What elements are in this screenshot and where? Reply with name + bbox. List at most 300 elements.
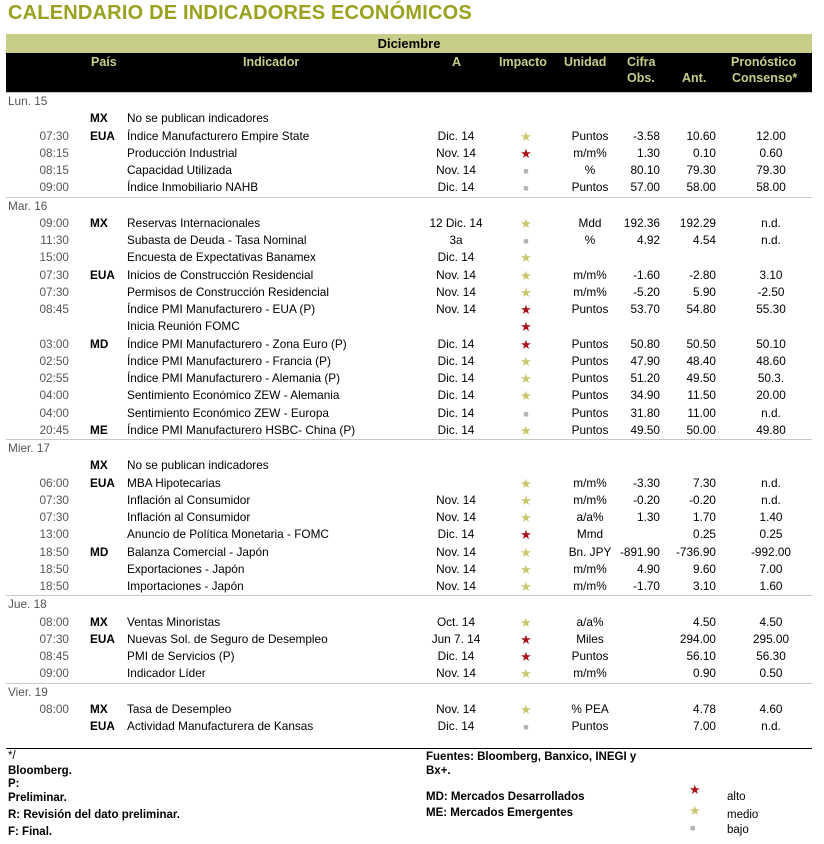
time-cell: 07:30 [39, 267, 69, 282]
period-cell: Dic. 14 [437, 353, 475, 368]
period-cell: Dic. 14 [437, 336, 475, 351]
previous-cell: 192.29 [679, 215, 716, 230]
table-row [6, 249, 812, 266]
consensus-cell: 48.60 [756, 353, 786, 368]
period-cell: Nov. 14 [436, 561, 476, 576]
unit-cell: Puntos [571, 128, 609, 143]
period-cell: Dic. 14 [437, 180, 475, 195]
period-cell: Nov. 14 [436, 284, 476, 299]
legend-bajo-label: bajo [727, 824, 749, 836]
day-label: Mar. 16 [8, 198, 48, 213]
consensus-cell: 58.00 [756, 180, 786, 195]
indicator-cell: Tasa de Desempleo [127, 701, 232, 716]
period-cell: Nov. 14 [436, 163, 476, 177]
previous-cell: 0.25 [693, 527, 716, 542]
impact-medio-star-icon: ★ [520, 701, 532, 717]
period-cell: Nov. 14 [436, 302, 476, 316]
col-indicador: Indicador [243, 55, 300, 69]
country-cell: MX [90, 458, 108, 473]
previous-cell: 50.00 [686, 422, 716, 437]
indicator-cell: Índice Inmobiliario NAHB [127, 180, 259, 195]
impact-medio-star-icon: ★ [520, 128, 532, 144]
table-row [6, 544, 812, 561]
indicator-cell: Índice PMI Manufacturero HSBC- China (P) [127, 422, 356, 437]
previous-cell: 4.50 [693, 614, 716, 629]
period-cell: Nov. 14 [436, 510, 476, 524]
indicator-cell: Índice PMI Manufacturero - Francia (P) [127, 353, 331, 368]
period-cell: Nov. 14 [436, 666, 476, 681]
country-cell: MD [90, 336, 109, 351]
previous-cell: 0.10 [693, 145, 716, 160]
impact-medio-star-icon: ★ [520, 284, 532, 300]
table-header [6, 34, 812, 92]
unit-cell: m/m% [573, 666, 607, 681]
time-cell: 07:30 [39, 128, 69, 143]
observed-cell: 31.80 [630, 405, 660, 420]
impact-bajo-square-icon: ■ [523, 408, 529, 419]
unit-cell: m/m% [573, 579, 607, 593]
previous-cell: 5.90 [693, 284, 716, 299]
consensus-cell: 20.00 [756, 388, 786, 403]
unit-cell: Miles [576, 631, 604, 646]
previous-cell: 79.30 [686, 163, 716, 177]
impact-medio-star-icon: ★ [520, 250, 532, 266]
period-cell: Nov. 14 [436, 267, 476, 282]
indicator-cell: Sentimiento Económico ZEW - Alemania [127, 388, 340, 403]
indicator-cell: Índice PMI Manufacturero - EUA (P) [127, 302, 316, 316]
country-cell: MX [90, 111, 108, 126]
time-cell: 08:45 [39, 649, 69, 663]
table-row [6, 405, 812, 422]
unit-cell: Mdd [578, 215, 602, 230]
page-title: CALENDARIO DE INDICADORES ECONÓMICOS [8, 2, 472, 24]
table-row [6, 701, 812, 718]
country-cell: MX [90, 614, 108, 629]
table-row [6, 336, 812, 353]
table-row [6, 614, 812, 631]
observed-cell: 1.30 [637, 510, 660, 524]
period-cell: Dic. 14 [437, 250, 475, 265]
unit-cell: m/m% [573, 284, 607, 299]
indicator-cell: Índice PMI Manufacturero - Alemania (P) [127, 371, 341, 385]
indicator-cell: Importaciones - Japón [127, 579, 244, 593]
table-row [6, 301, 812, 318]
consensus-cell: n.d. [761, 215, 781, 230]
table-row [6, 509, 812, 526]
indicator-cell: Indicador Líder [127, 666, 206, 681]
calendar-table [6, 92, 812, 735]
previous-cell: 9.60 [693, 561, 716, 576]
previous-cell: 48.40 [686, 353, 716, 368]
consensus-cell: 50.3. [757, 371, 785, 385]
period-cell: Nov. 14 [436, 145, 476, 160]
unit-cell: m/m% [573, 145, 607, 160]
table-row [6, 162, 812, 179]
legend-bajo-square-icon: ■ [690, 823, 696, 833]
previous-cell: 11.00 [687, 405, 716, 420]
country-cell: EUA [90, 475, 115, 490]
unit-cell: Puntos [571, 649, 609, 663]
period-cell: Nov. 14 [436, 492, 476, 507]
consensus-cell: 12.00 [756, 128, 786, 143]
indicator-cell: Reservas Internacionales [127, 215, 261, 230]
indicator-cell: PMI de Servicios (P) [127, 649, 235, 663]
consensus-cell: 1.40 [759, 510, 783, 524]
previous-cell: -2.80 [689, 267, 716, 282]
unit-cell: m/m% [573, 492, 607, 507]
table-row [6, 267, 812, 284]
consensus-cell: 4.50 [759, 614, 783, 629]
footnote-line: R: Revisión del dato preliminar. [8, 809, 180, 821]
previous-cell: 0.90 [693, 666, 716, 681]
previous-cell: 54.80 [686, 302, 716, 316]
previous-cell: -0.20 [689, 492, 716, 507]
impact-alto-star-icon: ★ [520, 631, 532, 647]
day-header-row [6, 595, 812, 613]
period-cell: Dic. 14 [437, 649, 475, 663]
time-cell: 02:50 [39, 353, 69, 368]
previous-cell: 4.78 [693, 701, 716, 716]
unit-cell: Puntos [571, 336, 609, 351]
col-impacto: Impacto [499, 55, 547, 69]
time-cell: 11:30 [40, 233, 69, 247]
footnote-line: Preliminar. [8, 792, 67, 804]
indicator-cell: Ventas Minoristas [127, 614, 221, 629]
table-row [6, 318, 812, 335]
impact-bajo-square-icon: ■ [523, 236, 529, 246]
period-cell: Dic. 14 [437, 371, 475, 385]
day-label: Mier. 17 [8, 441, 50, 455]
time-cell: 20:45 [39, 422, 69, 437]
previous-cell: 7.30 [693, 475, 716, 490]
table-row [6, 422, 812, 439]
time-cell: 03:00 [39, 336, 69, 351]
period-cell: Nov. 14 [436, 701, 476, 716]
unit-cell: m/m% [573, 267, 607, 282]
unit-cell: Puntos [571, 388, 609, 403]
unit-cell: % [584, 233, 596, 247]
time-cell: 04:00 [39, 388, 69, 403]
period-cell: Dic. 14 [437, 422, 475, 437]
legend-medio-label: medio [727, 809, 759, 821]
day-label: Vier. 19 [8, 684, 48, 699]
col-pronostico: Pronóstico [731, 55, 797, 69]
indicator-cell: Balanza Comercial - Japón [127, 544, 269, 559]
table-row [6, 128, 812, 145]
table-row [6, 145, 812, 162]
observed-cell: -5.20 [633, 284, 660, 299]
legend-alto-label: alto [727, 791, 746, 803]
unit-cell: % [584, 163, 596, 177]
unit-cell: m/m% [573, 561, 607, 576]
period-cell: Nov. 14 [436, 544, 476, 559]
period-cell: Dic. 14 [437, 388, 475, 403]
unit-cell: Puntos [571, 371, 609, 385]
indicator-cell: Exportaciones - Japón [127, 561, 245, 576]
col-a: A [452, 55, 462, 69]
time-cell: 15:00 [39, 250, 69, 265]
previous-cell: 7.00 [693, 719, 716, 733]
time-cell: 04:00 [39, 405, 69, 420]
observed-cell: -1.70 [633, 579, 660, 593]
time-cell: 07:30 [39, 284, 69, 299]
consensus-cell: n.d. [761, 475, 781, 490]
time-cell: 02:55 [39, 371, 69, 385]
unit-cell: Mmd [576, 527, 604, 542]
unit-cell: Puntos [571, 353, 609, 368]
observed-cell: 80.10 [630, 163, 660, 177]
observed-cell: -3.30 [633, 475, 660, 490]
previous-cell: -736.90 [675, 544, 716, 559]
time-cell: 18:50 [39, 544, 69, 559]
observed-cell: 4.92 [637, 233, 660, 247]
md-legend-text: MD: Mercados Desarrollados [426, 791, 585, 803]
period-cell: Dic. 14 [437, 128, 475, 143]
unit-cell: Puntos [571, 719, 609, 733]
consensus-cell: 0.60 [759, 145, 783, 160]
observed-cell: 51.20 [630, 371, 660, 385]
unit-cell: Bn. JPY [568, 544, 612, 559]
impact-medio-star-icon: ★ [520, 422, 532, 438]
footnote-line: */ [8, 750, 16, 762]
sources-text: Bx+. [426, 765, 451, 777]
consensus-cell: 0.50 [759, 666, 783, 681]
table-row [6, 179, 812, 196]
consensus-cell: n.d. [761, 719, 781, 733]
table-row [6, 387, 812, 404]
indicator-cell: Permisos de Construcción Residencial [127, 284, 329, 299]
consensus-cell: 295.00 [752, 631, 790, 646]
indicator-cell: Anuncio de Política Monetaria - FOMC [127, 527, 329, 542]
consensus-cell: 79.30 [756, 163, 786, 177]
table-row [6, 665, 812, 682]
impact-bajo-square-icon: ■ [523, 722, 529, 732]
me-legend-text: ME: Mercados Emergentes [426, 807, 573, 819]
table-row [6, 284, 812, 301]
previous-cell: 1.70 [693, 510, 716, 524]
table-row [6, 353, 812, 370]
indicator-cell: Nuevas Sol. de Seguro de Desempleo [127, 631, 328, 646]
consensus-cell: n.d. [761, 492, 781, 507]
period-cell: Oct. 14 [436, 614, 476, 629]
impact-medio-star-icon: ★ [520, 371, 532, 386]
previous-cell: 3.10 [693, 579, 716, 593]
time-cell: 08:00 [39, 701, 69, 716]
indicator-cell: MBA Hipotecarias [127, 475, 221, 490]
consensus-cell: 3.10 [759, 267, 783, 282]
observed-cell: 1.30 [637, 145, 660, 160]
table-row [6, 232, 812, 249]
indicator-cell: Inicia Reunión FOMC [127, 319, 240, 334]
day-header-row [6, 197, 812, 215]
time-cell: 07:30 [39, 492, 69, 507]
impact-alto-star-icon: ★ [520, 145, 532, 161]
impact-medio-star-icon: ★ [520, 353, 532, 369]
period-cell: Dic. 14 [437, 719, 475, 733]
time-cell: 18:50 [39, 561, 69, 576]
table-row [6, 215, 812, 232]
time-cell: 07:30 [39, 510, 69, 524]
period-cell: 12 Dic. 14 [429, 215, 483, 230]
unit-cell: a/a% [576, 614, 604, 629]
time-cell: 09:00 [39, 180, 69, 195]
consensus-cell: 1.60 [759, 579, 783, 593]
sources-text: Fuentes: Bloomberg, Banxico, INEGI y [426, 751, 637, 763]
observed-cell: 47.90 [630, 353, 660, 368]
country-cell: EUA [90, 719, 115, 733]
previous-cell: 294.00 [679, 631, 716, 646]
footnote-line: P: [8, 778, 20, 790]
table-row [6, 631, 812, 648]
period-cell: 3a [449, 233, 463, 247]
table-row [6, 110, 812, 127]
impact-medio-star-icon: ★ [520, 614, 532, 630]
consensus-cell: -2.50 [757, 284, 785, 299]
table-row [6, 648, 812, 665]
previous-cell: 4.54 [693, 233, 716, 247]
time-cell: 08:00 [39, 614, 69, 629]
table-row [6, 578, 812, 595]
observed-cell: -3.58 [633, 128, 660, 143]
observed-cell: -891.90 [619, 544, 660, 559]
col-ant: Ant. [682, 71, 707, 85]
time-cell: 18:50 [39, 579, 69, 593]
indicator-cell: No se publican indicadores [127, 458, 269, 473]
country-cell: MX [90, 701, 108, 716]
impact-medio-star-icon: ★ [520, 215, 532, 231]
indicator-cell: Encuesta de Expectativas Banamex [127, 250, 316, 265]
country-cell: MD [90, 544, 109, 559]
unit-cell: Puntos [571, 302, 609, 316]
time-cell: 07:30 [39, 631, 69, 646]
indicator-cell: Inflación al Consumidor [127, 510, 251, 524]
unit-cell: a/a% [576, 510, 604, 524]
previous-cell: 10.60 [686, 128, 716, 143]
day-header-row [6, 92, 812, 110]
time-cell: 09:00 [39, 666, 69, 681]
indicator-cell: Subasta de Deuda - Tasa Nominal [127, 233, 307, 247]
time-cell: 08:15 [39, 145, 69, 160]
previous-cell: 49.50 [686, 371, 716, 385]
impact-bajo-square-icon: ■ [523, 166, 529, 176]
observed-cell: 57.00 [630, 180, 660, 195]
country-cell: EUA [90, 631, 115, 646]
impact-medio-star-icon: ★ [520, 666, 532, 682]
col-cifra: Cifra [627, 55, 656, 69]
footnote-line: Bloomberg. [8, 765, 72, 777]
previous-cell: 58.00 [686, 180, 716, 195]
observed-cell: 49.50 [630, 422, 660, 437]
impact-alto-star-icon: ★ [520, 336, 532, 352]
indicator-cell: Índice PMI Manufacturero - Zona Euro (P) [127, 336, 347, 351]
indicator-cell: Capacidad Utilizada [127, 163, 232, 177]
consensus-cell: 55.30 [756, 302, 786, 316]
table-row [6, 718, 812, 735]
impact-alto-star-icon: ★ [520, 527, 532, 543]
footnote-line: F: Final. [8, 826, 53, 838]
observed-cell: 4.90 [637, 561, 660, 576]
unit-cell: Puntos [571, 180, 609, 195]
table-row [6, 475, 812, 492]
impact-medio-star-icon: ★ [520, 510, 532, 525]
impact-medio-star-icon: ★ [520, 561, 532, 577]
column-headers [6, 53, 812, 92]
observed-cell: 50.80 [630, 336, 660, 351]
country-cell: ME [90, 422, 108, 437]
consensus-cell: n.d. [761, 405, 781, 420]
indicator-cell: Actividad Manufacturera de Kansas [127, 719, 314, 733]
impact-alto-star-icon: ★ [520, 649, 532, 664]
period-cell: Nov. 14 [436, 579, 476, 593]
time-cell: 09:00 [39, 215, 69, 230]
time-cell: 08:15 [39, 163, 69, 177]
consensus-cell: 4.60 [759, 701, 783, 716]
legend-alto-star-icon: ★ [689, 782, 701, 797]
table-row [6, 561, 812, 578]
observed-cell: 192.36 [623, 215, 660, 230]
impact-medio-star-icon: ★ [520, 579, 532, 594]
unit-cell: % PEA [571, 701, 609, 716]
impact-medio-star-icon: ★ [520, 267, 532, 283]
period-cell: Jun 7. 14 [431, 631, 481, 646]
unit-cell: Puntos [571, 422, 609, 437]
consensus-cell: n.d. [761, 233, 781, 247]
indicator-cell: Producción Industrial [127, 145, 238, 160]
time-cell: 06:00 [39, 475, 69, 490]
footer-divider [6, 748, 812, 749]
indicator-cell: No se publican indicadores [127, 111, 269, 126]
consensus-cell: -992.00 [750, 544, 791, 559]
previous-cell: 50.50 [686, 336, 716, 351]
col-consenso: Consenso* [732, 71, 798, 85]
indicator-cell: Inflación al Consumidor [127, 492, 251, 507]
day-label: Lun. 15 [8, 94, 48, 108]
impact-medio-star-icon: ★ [520, 544, 532, 560]
col-pais: País [91, 55, 117, 69]
period-cell: Dic. 14 [437, 527, 475, 542]
table-row [6, 492, 812, 509]
table-row [6, 526, 812, 543]
observed-cell: 34.90 [630, 388, 660, 403]
impact-alto-star-icon: ★ [520, 319, 532, 335]
col-obs: Obs. [627, 71, 655, 85]
unit-cell: m/m% [573, 475, 607, 490]
indicator-cell: Inicios de Construcción Residencial [127, 267, 314, 282]
table-row [6, 370, 812, 387]
day-header-row [6, 439, 812, 457]
previous-cell: 56.10 [686, 649, 716, 663]
time-cell: 13:00 [39, 527, 69, 542]
impact-alto-star-icon: ★ [520, 302, 532, 317]
consensus-cell: 56.30 [756, 649, 786, 663]
previous-cell: 11.50 [687, 388, 716, 403]
unit-cell: Puntos [571, 405, 609, 420]
consensus-cell: 7.00 [759, 561, 783, 576]
consensus-cell: 0.25 [759, 527, 783, 542]
impact-bajo-square-icon: ■ [523, 183, 529, 194]
country-cell: EUA [90, 267, 115, 282]
country-cell: MX [90, 215, 108, 230]
indicator-cell: Sentimiento Económico ZEW - Europa [127, 405, 329, 420]
month-label: Diciembre [6, 34, 812, 53]
observed-cell: 53.70 [630, 302, 660, 316]
impact-medio-star-icon: ★ [520, 388, 532, 404]
country-cell: EUA [90, 128, 115, 143]
impact-medio-star-icon: ★ [520, 475, 532, 491]
col-unidad: Unidad [564, 55, 607, 69]
legend-medio-star-icon: ★ [689, 803, 701, 818]
impact-medio-star-icon: ★ [520, 492, 532, 508]
